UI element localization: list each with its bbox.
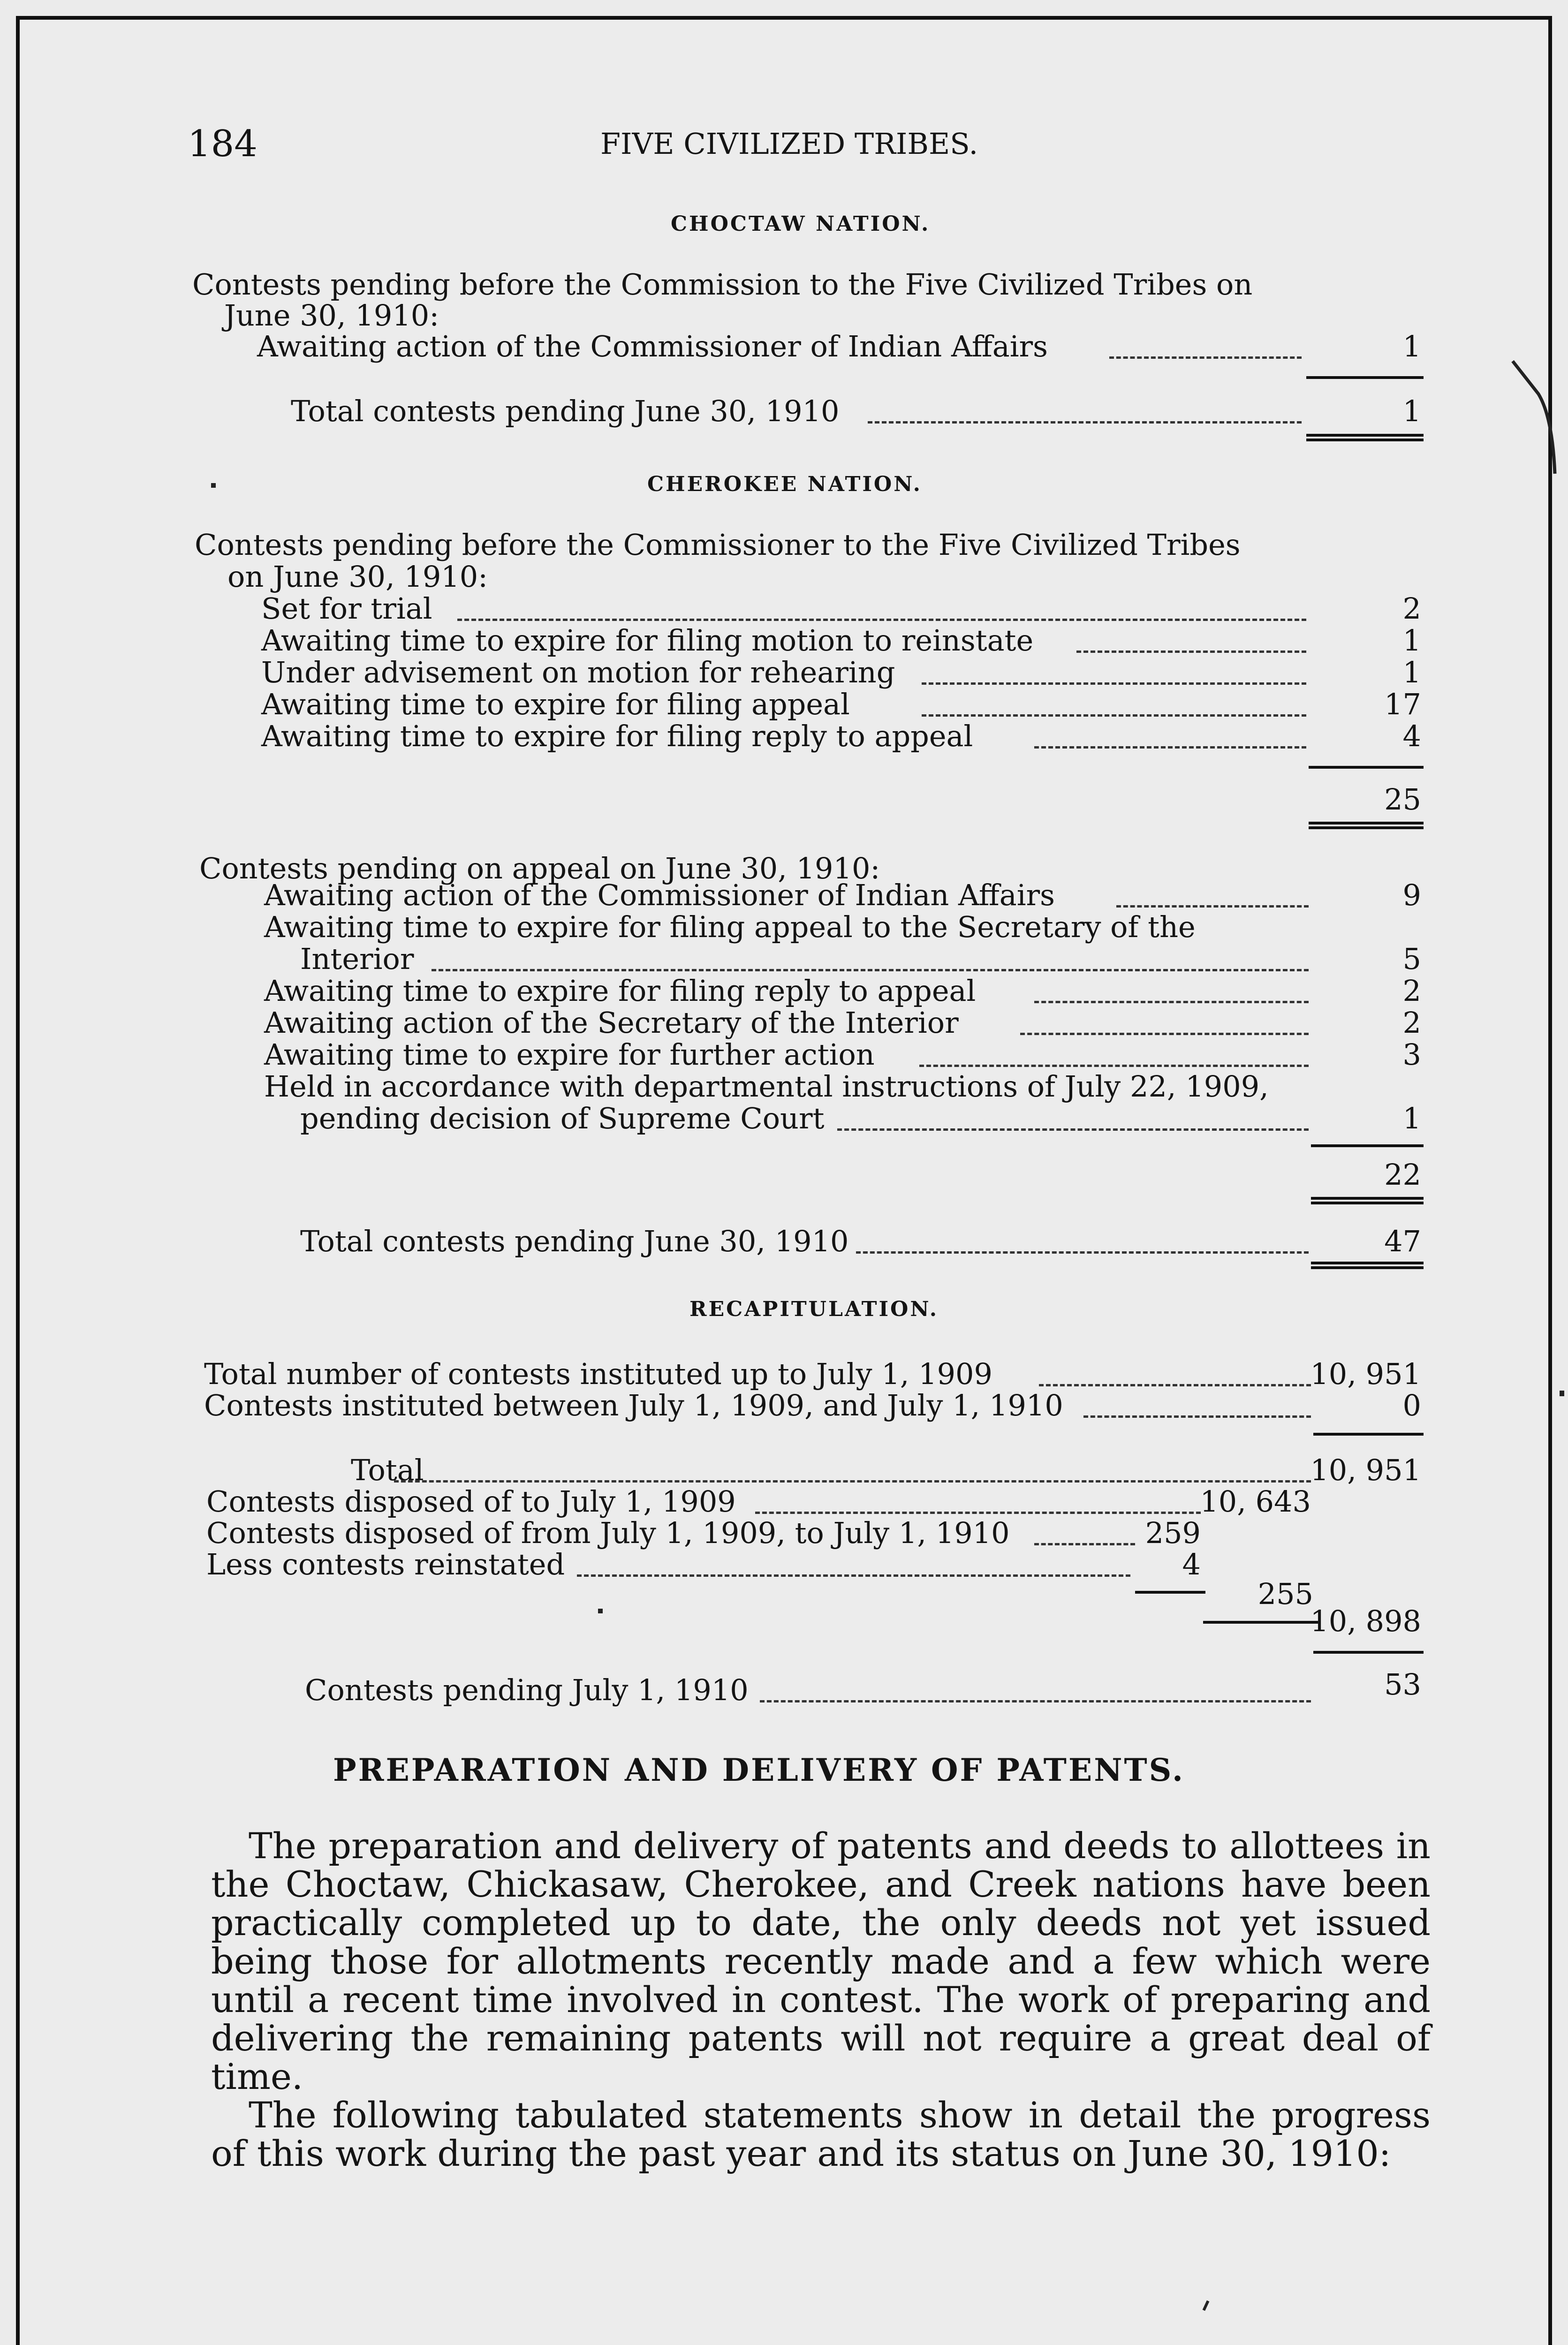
leader-dots: [394, 1480, 1311, 1483]
leader-dots: [1076, 651, 1306, 653]
leader-dots: [1034, 1001, 1309, 1003]
cherokee-item-label: Awaiting time to expire for filing appeal: [261, 687, 850, 721]
cherokee-item-value: 2: [1402, 591, 1421, 626]
cherokee-item-label: Awaiting time to expire for filing reply to appeal: [261, 719, 973, 753]
choctaw-total-value: 1: [1402, 394, 1421, 428]
patents-body: [211, 1827, 1431, 2173]
cherokee-heading: CHEROKEE NATION.: [647, 472, 922, 496]
leader-dots: [1020, 1033, 1309, 1035]
appeal-item-value: 9: [1402, 878, 1421, 912]
cherokee-subtotal-appeal: 22: [1384, 1157, 1421, 1192]
recap-instituted-label: Total number of contests instituted up to July 1, 1909: [204, 1357, 992, 1391]
cherokee-item-value: 4: [1402, 719, 1421, 753]
leader-dots: [1083, 1415, 1311, 1418]
cherokee-appeal-intro: Contests pending on appeal on June 30, 1910:: [199, 851, 880, 885]
stray-mark: [211, 483, 216, 488]
appeal-item-value: 2: [1402, 1006, 1421, 1040]
double-rule: [1309, 822, 1424, 829]
page-number: 184: [188, 123, 258, 165]
cherokee-total-value: 47: [1384, 1224, 1421, 1258]
choctaw-heading: CHOCTAW NATION.: [671, 212, 931, 236]
appeal-item-label-cont: Interior: [300, 942, 414, 976]
leader-dots: [856, 1251, 1309, 1254]
leader-dots: [432, 969, 1309, 971]
appeal-item-label: Held in accordance with departmental instructions of July 22, 1909,: [264, 1069, 1269, 1104]
cherokee-intro: Contests pending before the Commissioner to the Five Civilized Tribes: [195, 528, 1241, 562]
cherokee-item-label: Set for trial: [261, 591, 432, 626]
double-rule: [1311, 1262, 1424, 1269]
patents-heading: PREPARATION AND DELIVERY OF PATENTS.: [333, 1752, 1185, 1788]
leader-dots: [868, 421, 1302, 424]
margin-bracket-mark: [1510, 356, 1562, 478]
double-rule: [1306, 434, 1424, 441]
choctaw-item-value: 1: [1402, 329, 1421, 363]
sum-rule: [1313, 1651, 1424, 1654]
sum-rule: [1306, 376, 1424, 379]
leader-dots: [1116, 905, 1309, 908]
appeal-item-label: Awaiting action of the Secretary of the Interior: [264, 1006, 959, 1040]
running-title: FIVE CIVILIZED TRIBES.: [600, 127, 978, 161]
cherokee-item-value: 1: [1402, 655, 1421, 689]
leader-dots: [760, 1700, 1311, 1702]
leader-dots: [1034, 746, 1306, 749]
appeal-item-value: 3: [1402, 1037, 1421, 1072]
leader-dots: [577, 1574, 1130, 1577]
appeal-item-label: Awaiting action of the Commissioner of Indian Affairs: [264, 878, 1055, 912]
cherokee-item-label: Awaiting time to expire for filing motion to reinstate: [261, 623, 1034, 658]
recap-reinstated-value: 4: [1182, 1547, 1201, 1581]
sum-rule: [1311, 1144, 1424, 1147]
appeal-item-label: Awaiting time to expire for further action: [264, 1037, 875, 1072]
leader-dots: [922, 682, 1306, 685]
leader-dots: [837, 1128, 1309, 1131]
recap-total-label: Total: [351, 1453, 424, 1487]
recap-pending-label: Contests pending July 1, 1910: [305, 1673, 749, 1707]
stray-mark: [1560, 1391, 1564, 1396]
choctaw-intro-date: June 30, 1910:: [224, 298, 439, 333]
appeal-item-label: Awaiting time to expire for filing appeal to the Secretary of the: [264, 910, 1196, 944]
appeal-item-value: 2: [1402, 974, 1421, 1008]
leader-dots: [922, 714, 1306, 717]
recap-net-value: 255: [1257, 1577, 1313, 1611]
recap-pending-value: 53: [1384, 1667, 1421, 1702]
recap-disposed-from-label: Contests disposed of from July 1, 1909, to July 1, 1910: [206, 1516, 1010, 1550]
choctaw-total-label: Total contests pending June 30, 1910: [291, 394, 840, 428]
cherokee-item-label: Under advisement on motion for rehearing: [261, 655, 895, 689]
recap-instituted-value: 10, 951: [1310, 1357, 1421, 1391]
leader-dots: [457, 619, 1306, 621]
recap-reinstated-label: Less contests reinstated: [206, 1547, 565, 1581]
sum-rule: [1309, 766, 1424, 769]
sum-rule: [1313, 1433, 1424, 1436]
choctaw-intro: Contests pending before the Commission to the Five Civilized Tribes on: [192, 267, 1253, 302]
stray-mark: [598, 1609, 603, 1613]
cherokee-subtotal: 25: [1384, 782, 1421, 817]
cherokee-intro-date: on June 30, 1910:: [227, 560, 488, 594]
recap-disposed-to-label: Contests disposed of to July 1, 1909: [206, 1484, 736, 1519]
appeal-item-label-cont: pending decision of Supreme Court: [300, 1101, 825, 1135]
recap-between-value: 0: [1402, 1388, 1421, 1422]
recap-between-label: Contests instituted between July 1, 1909, and July 1, 1910: [204, 1388, 1063, 1422]
appeal-item-label: Awaiting time to expire for filing reply to appeal: [264, 974, 976, 1008]
cherokee-total-label: Total contests pending June 30, 1910: [300, 1224, 849, 1258]
choctaw-item-label: Awaiting action of the Commissioner of Indian Affairs: [257, 329, 1048, 363]
leader-dots: [1034, 1543, 1135, 1545]
patents-paragraph-1: The preparation and delivery of patents and deeds to allottees in the Choctaw, Chickasaw, Cherokee, and Creek nations have been practically completed up to date, the only deeds not yet issued being those for allotments recently made and a few which were until a recent time involved in contest. The work of preparing and delivering the remaining patents will not require a great deal of time.: [211, 1825, 1431, 2097]
leader-dots: [919, 1065, 1309, 1067]
sum-rule: [1203, 1621, 1318, 1624]
sum-rule: [1135, 1591, 1205, 1594]
leader-dots: [755, 1512, 1201, 1514]
recap-heading: RECAPITULATION.: [689, 1297, 939, 1321]
cherokee-item-value: 1: [1402, 623, 1421, 658]
double-rule: [1311, 1197, 1424, 1204]
leader-dots: [1109, 356, 1302, 359]
recap-disposed-total: 10, 898: [1310, 1604, 1421, 1638]
leader-dots: [1039, 1384, 1311, 1386]
recap-disposed-to-value: 10, 643: [1200, 1484, 1311, 1519]
patents-paragraph-2: The following tabulated statements show in detail the progress of this work during the past year and its status on June 30, 1910:: [211, 2094, 1431, 2174]
recap-disposed-from-value: 259: [1145, 1516, 1201, 1550]
cherokee-item-value: 17: [1384, 687, 1421, 721]
appeal-item-value: 5: [1402, 942, 1421, 976]
recap-total-value: 10, 951: [1310, 1453, 1421, 1487]
appeal-item-value: 1: [1402, 1101, 1421, 1135]
